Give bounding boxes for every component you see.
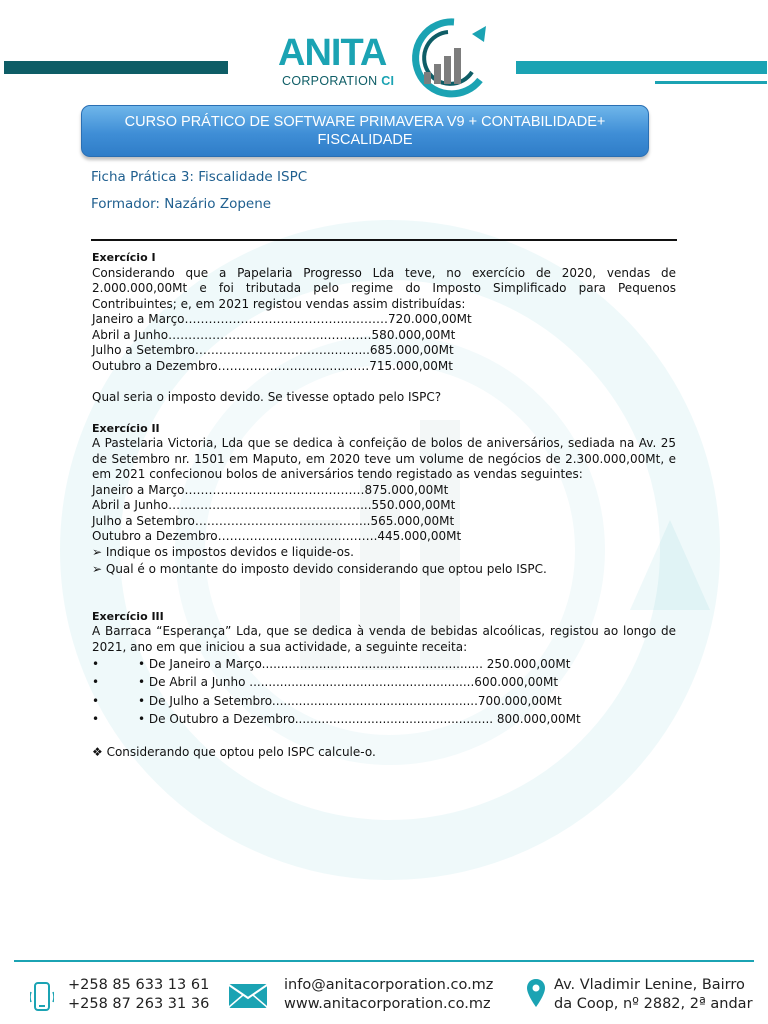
exercise-2-task: ➢ Qual é o montante do imposto devido considerando que optou pelo ISPC.	[92, 561, 547, 576]
exercise-2-title: Exercício II	[92, 421, 160, 435]
exercise-3-bullet	[92, 711, 676, 730]
company-logo	[270, 14, 500, 100]
location-pin-icon	[526, 978, 546, 1008]
bullet-marker: •	[92, 712, 100, 726]
exercise-1-intro: Considerando que a Papelaria Progresso Lda teve, no exercício de 2020, vendas de 2.000.000,00Mt e foi tributada pelo regime do Imposto Simplificado para Pequenos Contribuintes; e, em 2021 registou vendas assim distribuídas:	[92, 265, 676, 311]
address-line-1: Av. Vladimir Lenine, Bairro	[554, 977, 745, 993]
sheet-title: Ficha Prática 3: Fiscalidade ISPC	[91, 169, 308, 185]
exercise-3-task: ❖ Considerando que optou pelo ISPC calcule-o.	[92, 744, 376, 759]
header-bar-left	[4, 61, 228, 74]
exercise-1-title: Exercício I	[92, 251, 156, 264]
bullet-text: • De Outubro a Dezembro.................................................... 800.000,00Mt	[138, 712, 581, 726]
phone-icon	[30, 980, 54, 1014]
exercise-3-title: Exercício III	[92, 609, 164, 623]
address-line-2: da Coop, nº 2882, 2ª andar	[554, 996, 753, 1012]
bullet-text: • De Janeiro a Março.......................................................... 250.000,00Mt	[138, 656, 571, 671]
trainer-name: Formador: Nazário Zopene	[91, 196, 272, 212]
bullet-marker: •	[92, 656, 100, 671]
exercise-2-task: ➢ Indique os impostos devidos e liquide-os.	[92, 544, 354, 559]
website-url[interactable]: www.anitacorporation.co.mz	[284, 996, 491, 1012]
email-icon	[228, 983, 268, 1009]
exercise-1-line: Julho a Setembro……………………………..……...685.000,00Mt	[92, 343, 454, 357]
exercise-3-bullet	[92, 692, 676, 711]
logo-chart-icon	[388, 14, 500, 100]
exercise-2-intro: A Pastelaria Victoria, Lda que se dedica à confeição de bolos de aniversários, sediada na Av. 25 de Setembro nr. 1501 em Maputo, em 2020 teve um volume de negócios de 2.300.000,00Mt, e em 2021 confecionou bolos de aniversários tendo registado as vendas seguintes:	[92, 436, 676, 481]
email-address[interactable]: info@anitacorporation.co.mz	[284, 977, 494, 993]
logo-subtitle	[282, 74, 394, 88]
exercise-1-question: Qual seria o imposto devido. Se tivesse optado pelo ISPC?	[92, 389, 442, 404]
course-title-banner: CURSO PRÁTICO DE SOFTWARE PRIMAVERA V9 + CONTABILIDADE+ FISCALIDADE	[81, 105, 649, 157]
exercise-1-line: Outubro a Dezembro……………………….……….715.000,00Mt	[92, 358, 453, 373]
exercise-content	[92, 250, 676, 760]
exercise-2-line: Outubro a Dezembro………………………………….445.000,00Mt	[92, 529, 462, 543]
header-bar-right	[516, 61, 767, 74]
exercise-1-line: Abril a Junho………………………………...…………580.000,00Mt	[92, 327, 456, 342]
bullet-text: • De Abril a Junho ...........................................................600.000,00Mt	[138, 675, 559, 689]
phone-2[interactable]: +258 87 263 31 36	[68, 996, 210, 1012]
logo-subtitle-text: CORPORATION	[282, 74, 378, 88]
logo-subtitle-suffix: CI	[381, 74, 395, 88]
divider	[91, 239, 677, 241]
exercise-2-line: Abril a Junho…………………………………………...550.000,00Mt	[92, 498, 456, 512]
logo-word: ANITA	[278, 32, 387, 74]
exercise-3-bullet	[92, 674, 676, 693]
exercise-2-line: Janeiro a Março………………………………………875.000,00Mt	[92, 482, 449, 497]
header-bar-right-thin	[655, 81, 767, 84]
exercise-2-line: Julho a Setembro……………………………………..565.000,00Mt	[92, 513, 455, 528]
exercise-1-line: Janeiro a Março…………………………………...………720.000,00Mt	[92, 312, 472, 326]
exercise-3-intro: A Barraca “Esperança” Lda, que se dedica à venda de bebidas alcoólicas, registou ao longo de 2021, ano em que iniciou a sua actividade, a seguinte receita:	[92, 624, 676, 654]
bullet-text: • De Julho a Setembro......................................................700.000,00Mt	[138, 693, 562, 708]
bullet-marker: •	[92, 693, 100, 708]
footer-divider	[14, 960, 754, 962]
phone-1[interactable]: +258 85 633 13 61	[68, 977, 210, 993]
bullet-marker: •	[92, 675, 100, 689]
exercise-3-bullet	[92, 655, 676, 674]
